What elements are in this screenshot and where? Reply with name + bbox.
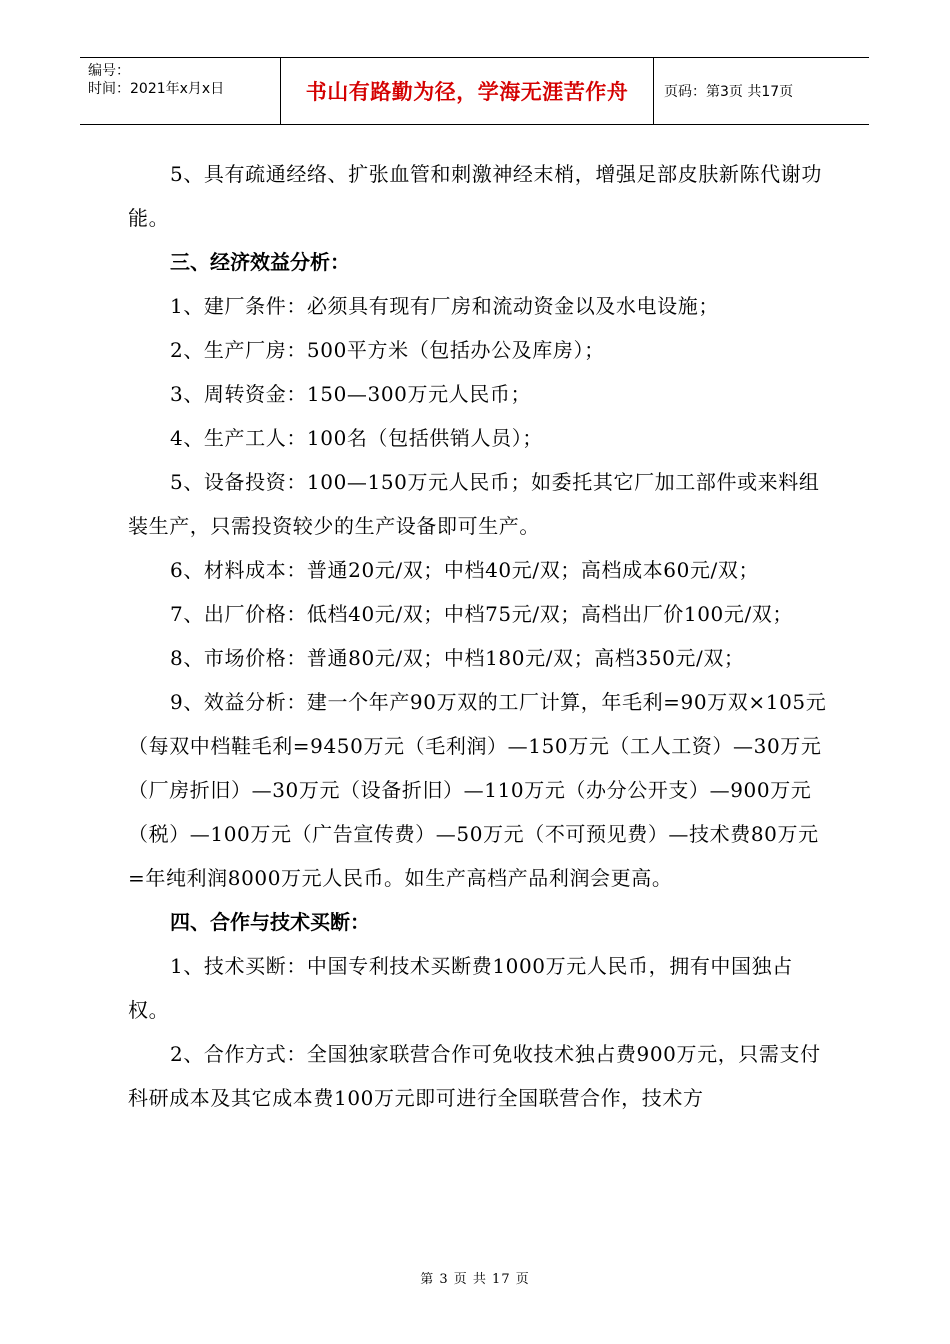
paragraph: 2、合作方式：全国独家联营合作可免收技术独占费900万元，只需支付科研成本及其它成本费100万元即可进行全国联营合作，技术方 (128, 1042, 821, 1110)
document-time-label: 时间：2021年x月x日 (88, 81, 225, 97)
document-number-label: 编号： (88, 63, 130, 79)
header-motto: 书山有路勤为径，学海无涯苦作舟 (281, 58, 654, 124)
paragraph: 9、效益分析：建一个年产90万双的工厂计算，年毛利=90万双×105元（每双中档鞋毛利=9450万元（毛利润）—150万元（工人工资）—30万元（厂房折旧）—30万元（设备折旧）—110万元（办分公开支）—900万元（税）—100万元（广告宣传费）—50万元（不可预见费）—技术费80万元=年纯利润8000万元人民币。如生产高档产品利润会更高。 (128, 690, 827, 890)
paragraph: 6、材料成本：普通20元/双；中档40元/双；高档成本60元/双； (170, 558, 760, 582)
paragraph: 1、建厂条件：必须具有现有厂房和流动资金以及水电设施； (170, 294, 719, 318)
paragraph: 7、出厂价格：低档40元/双；中档75元/双；高档出厂价100元/双； (170, 602, 794, 626)
page-footer: 第 3 页 共 17 页 (420, 1272, 530, 1287)
paragraph: 5、设备投资：100—150万元人民币；如委托其它厂加工部件或来料组装生产，只需投资较少的生产设备即可生产。 (128, 470, 820, 538)
paragraph: 1、技术买断：中国专利技术买断费1000万元人民币，拥有中国独占权。 (128, 954, 793, 1022)
page-header (80, 57, 869, 125)
paragraph: 3、周转资金：150—300万元人民币； (170, 382, 532, 406)
header-meta (80, 58, 281, 124)
paragraph: 8、市场价格：普通80元/双；中档180元/双；高档350元/双； (170, 646, 745, 670)
section-heading: 三、经济效益分析： (170, 250, 350, 274)
section-heading: 四、合作与技术买断： (170, 910, 370, 934)
header-page-info: 页码：第3页 共17页 (664, 84, 794, 100)
document-body (128, 152, 828, 1120)
paragraph: 2、生产厂房：500平方米（包括办公及库房）； (170, 338, 605, 362)
paragraph: 5、具有疏通经络、扩张血管和刺激神经末梢，增强足部皮肤新陈代谢功能。 (128, 162, 822, 230)
paragraph: 4、生产工人：100名（包括供销人员）； (170, 426, 543, 450)
